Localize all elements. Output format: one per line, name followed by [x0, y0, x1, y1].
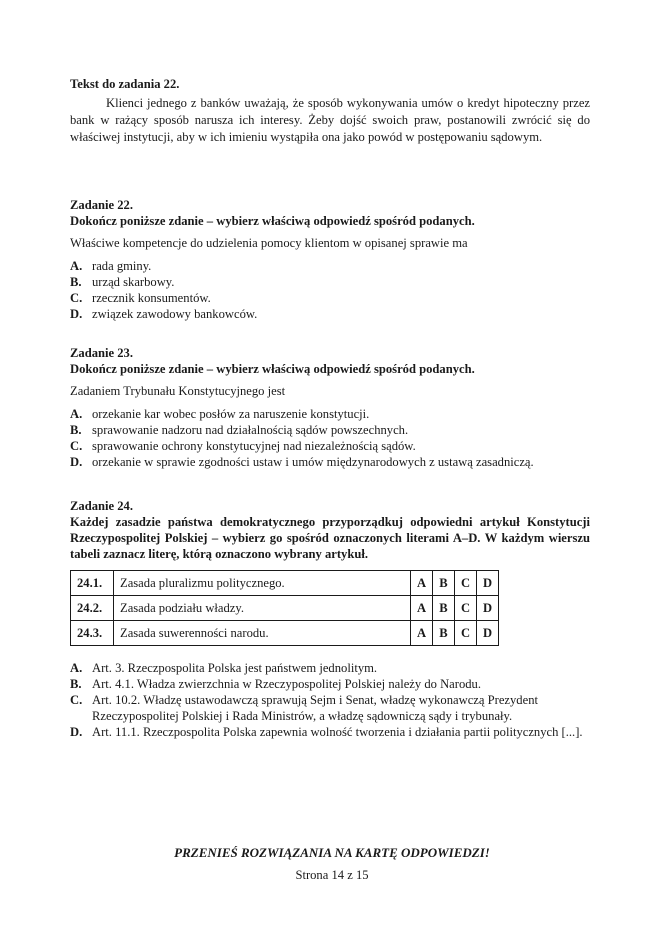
- option-letter: B.: [70, 275, 82, 289]
- task-24-option-a: [70, 660, 590, 676]
- task-23-option-a: [70, 406, 590, 422]
- task-24-table: [70, 570, 499, 646]
- task-24-option-b: [70, 676, 590, 692]
- answer-cell-d[interactable]: D: [477, 571, 499, 596]
- task-22-option-b: [70, 274, 590, 290]
- task-23-option-d: [70, 454, 590, 470]
- option-text: Art. 3. Rzeczpospolita Polska jest państwem jednolitym.: [92, 661, 378, 675]
- option-text: rzecznik konsumentów.: [92, 291, 211, 305]
- answer-cell-a[interactable]: A: [411, 621, 433, 646]
- answer-cell-b[interactable]: B: [433, 621, 455, 646]
- task-23-option-c: [70, 438, 590, 454]
- option-text: Art. 11.1. Rzeczpospolita Polska zapewnia wolność tworzenia i działania partii politycznych [...].: [92, 725, 583, 739]
- table-row: [71, 571, 499, 596]
- option-letter: A.: [70, 407, 83, 421]
- transfer-answers-note: PRZENIEŚ ROZWIĄZANIA NA KARTĘ ODPOWIEDZI!: [174, 845, 490, 860]
- option-letter: D.: [70, 455, 83, 469]
- answer-cell-d[interactable]: D: [477, 621, 499, 646]
- option-text: sprawowanie ochrony konstytucyjnej nad niezależnością sądów.: [92, 439, 416, 453]
- task-22: [70, 197, 590, 322]
- option-text: sprawowanie nadzoru nad działalnością sądów powszechnych.: [92, 423, 409, 437]
- option-letter: A.: [70, 661, 83, 675]
- task-22-option-d: [70, 306, 590, 322]
- task-23-options: [70, 406, 590, 470]
- task-24-option-d: [70, 724, 590, 740]
- option-letter: C.: [70, 291, 83, 305]
- answer-cell-c[interactable]: C: [455, 596, 477, 621]
- intro-title: Tekst do zadania 22.: [70, 77, 180, 91]
- answer-cell-c[interactable]: C: [455, 621, 477, 646]
- option-text: Art. 10.2. Władzę ustawodawczą sprawują Sejm i Senat, władzę wykonawczą Prezydent Rzeczypospolitej Polskiej i Rada Ministrów, a władzę sądowniczą sądy i trybunały.: [92, 693, 538, 723]
- task-22-option-a: [70, 258, 590, 274]
- option-letter: B.: [70, 423, 82, 437]
- option-letter: C.: [70, 693, 83, 707]
- row-principle: Zasada pluralizmu politycznego.: [114, 571, 411, 596]
- option-text: orzekanie w sprawie zgodności ustaw i umów międzynarodowych z ustawą zasadniczą.: [92, 455, 534, 469]
- task-24-options: [70, 660, 590, 740]
- row-principle: Zasada podziału władzy.: [114, 596, 411, 621]
- answer-cell-a[interactable]: A: [411, 571, 433, 596]
- option-letter: D.: [70, 307, 83, 321]
- option-letter: C.: [70, 439, 83, 453]
- task-22-instruction: Dokończ poniższe zdanie – wybierz właściwą odpowiedź spośród podanych.: [70, 214, 475, 228]
- answer-cell-c[interactable]: C: [455, 571, 477, 596]
- task-24-option-c: [70, 692, 590, 724]
- task-24-instruction: Każdej zasadzie państwa demokratycznego przyporządkuj odpowiedni artykuł Konstytucji Rzeczypospolitej Polskiej – wybierz go spośród oznaczonych literami A–D. W każdym wierszu tabeli zaznacz literę, którą oznaczono wybrany artykuł.: [70, 515, 590, 561]
- option-text: urząd skarbowy.: [92, 275, 175, 289]
- task-23: [70, 345, 590, 470]
- option-letter: B.: [70, 677, 82, 691]
- option-text: Art. 4.1. Władza zwierzchnia w Rzeczypospolitej Polskiej należy do Narodu.: [92, 677, 481, 691]
- row-principle: Zasada suwerenności narodu.: [114, 621, 411, 646]
- task-24-table-wrap: [70, 570, 499, 646]
- option-letter: A.: [70, 259, 83, 273]
- task-24-title: Zadanie 24.: [70, 499, 133, 513]
- option-text: związek zawodowy bankowców.: [92, 307, 258, 321]
- page-number: Strona 14 z 15: [295, 868, 369, 882]
- answer-cell-a[interactable]: A: [411, 596, 433, 621]
- task-23-option-b: [70, 422, 590, 438]
- task-24: [70, 498, 590, 562]
- row-number: 24.3.: [71, 621, 114, 646]
- row-number: 24.2.: [71, 596, 114, 621]
- answer-cell-b[interactable]: B: [433, 571, 455, 596]
- answer-cell-d[interactable]: D: [477, 596, 499, 621]
- task-23-instruction: Dokończ poniższe zdanie – wybierz właściwą odpowiedź spośród podanych.: [70, 362, 475, 376]
- intro-section: [70, 76, 590, 146]
- task-23-title: Zadanie 23.: [70, 346, 133, 360]
- option-text: rada gminy.: [92, 259, 152, 273]
- option-letter: D.: [70, 725, 83, 739]
- task-23-stem: Zadaniem Trybunału Konstytucyjnego jest: [70, 384, 286, 398]
- row-number: 24.1.: [71, 571, 114, 596]
- table-row: [71, 596, 499, 621]
- task-22-stem: Właściwe kompetencje do udzielenia pomocy klientom w opisanej sprawie ma: [70, 236, 468, 250]
- answer-cell-b[interactable]: B: [433, 596, 455, 621]
- option-text: orzekanie kar wobec posłów za naruszenie konstytucji.: [92, 407, 370, 421]
- task-22-option-c: [70, 290, 590, 306]
- table-row: [71, 621, 499, 646]
- task-24-articles: [70, 660, 590, 740]
- task-22-options: [70, 258, 590, 322]
- task-22-title: Zadanie 22.: [70, 198, 133, 212]
- intro-text: Klienci jednego z banków uważają, że sposób wykonywania umów o kredyt hipoteczny przez bank w rażący sposób narusza ich interesy. Żeby dojść swoich praw, postanowili zwrócić się do właściwej instytucji, aby w ich imieniu wystąpiła ona jako powód w postępowaniu sądowym.: [70, 96, 590, 144]
